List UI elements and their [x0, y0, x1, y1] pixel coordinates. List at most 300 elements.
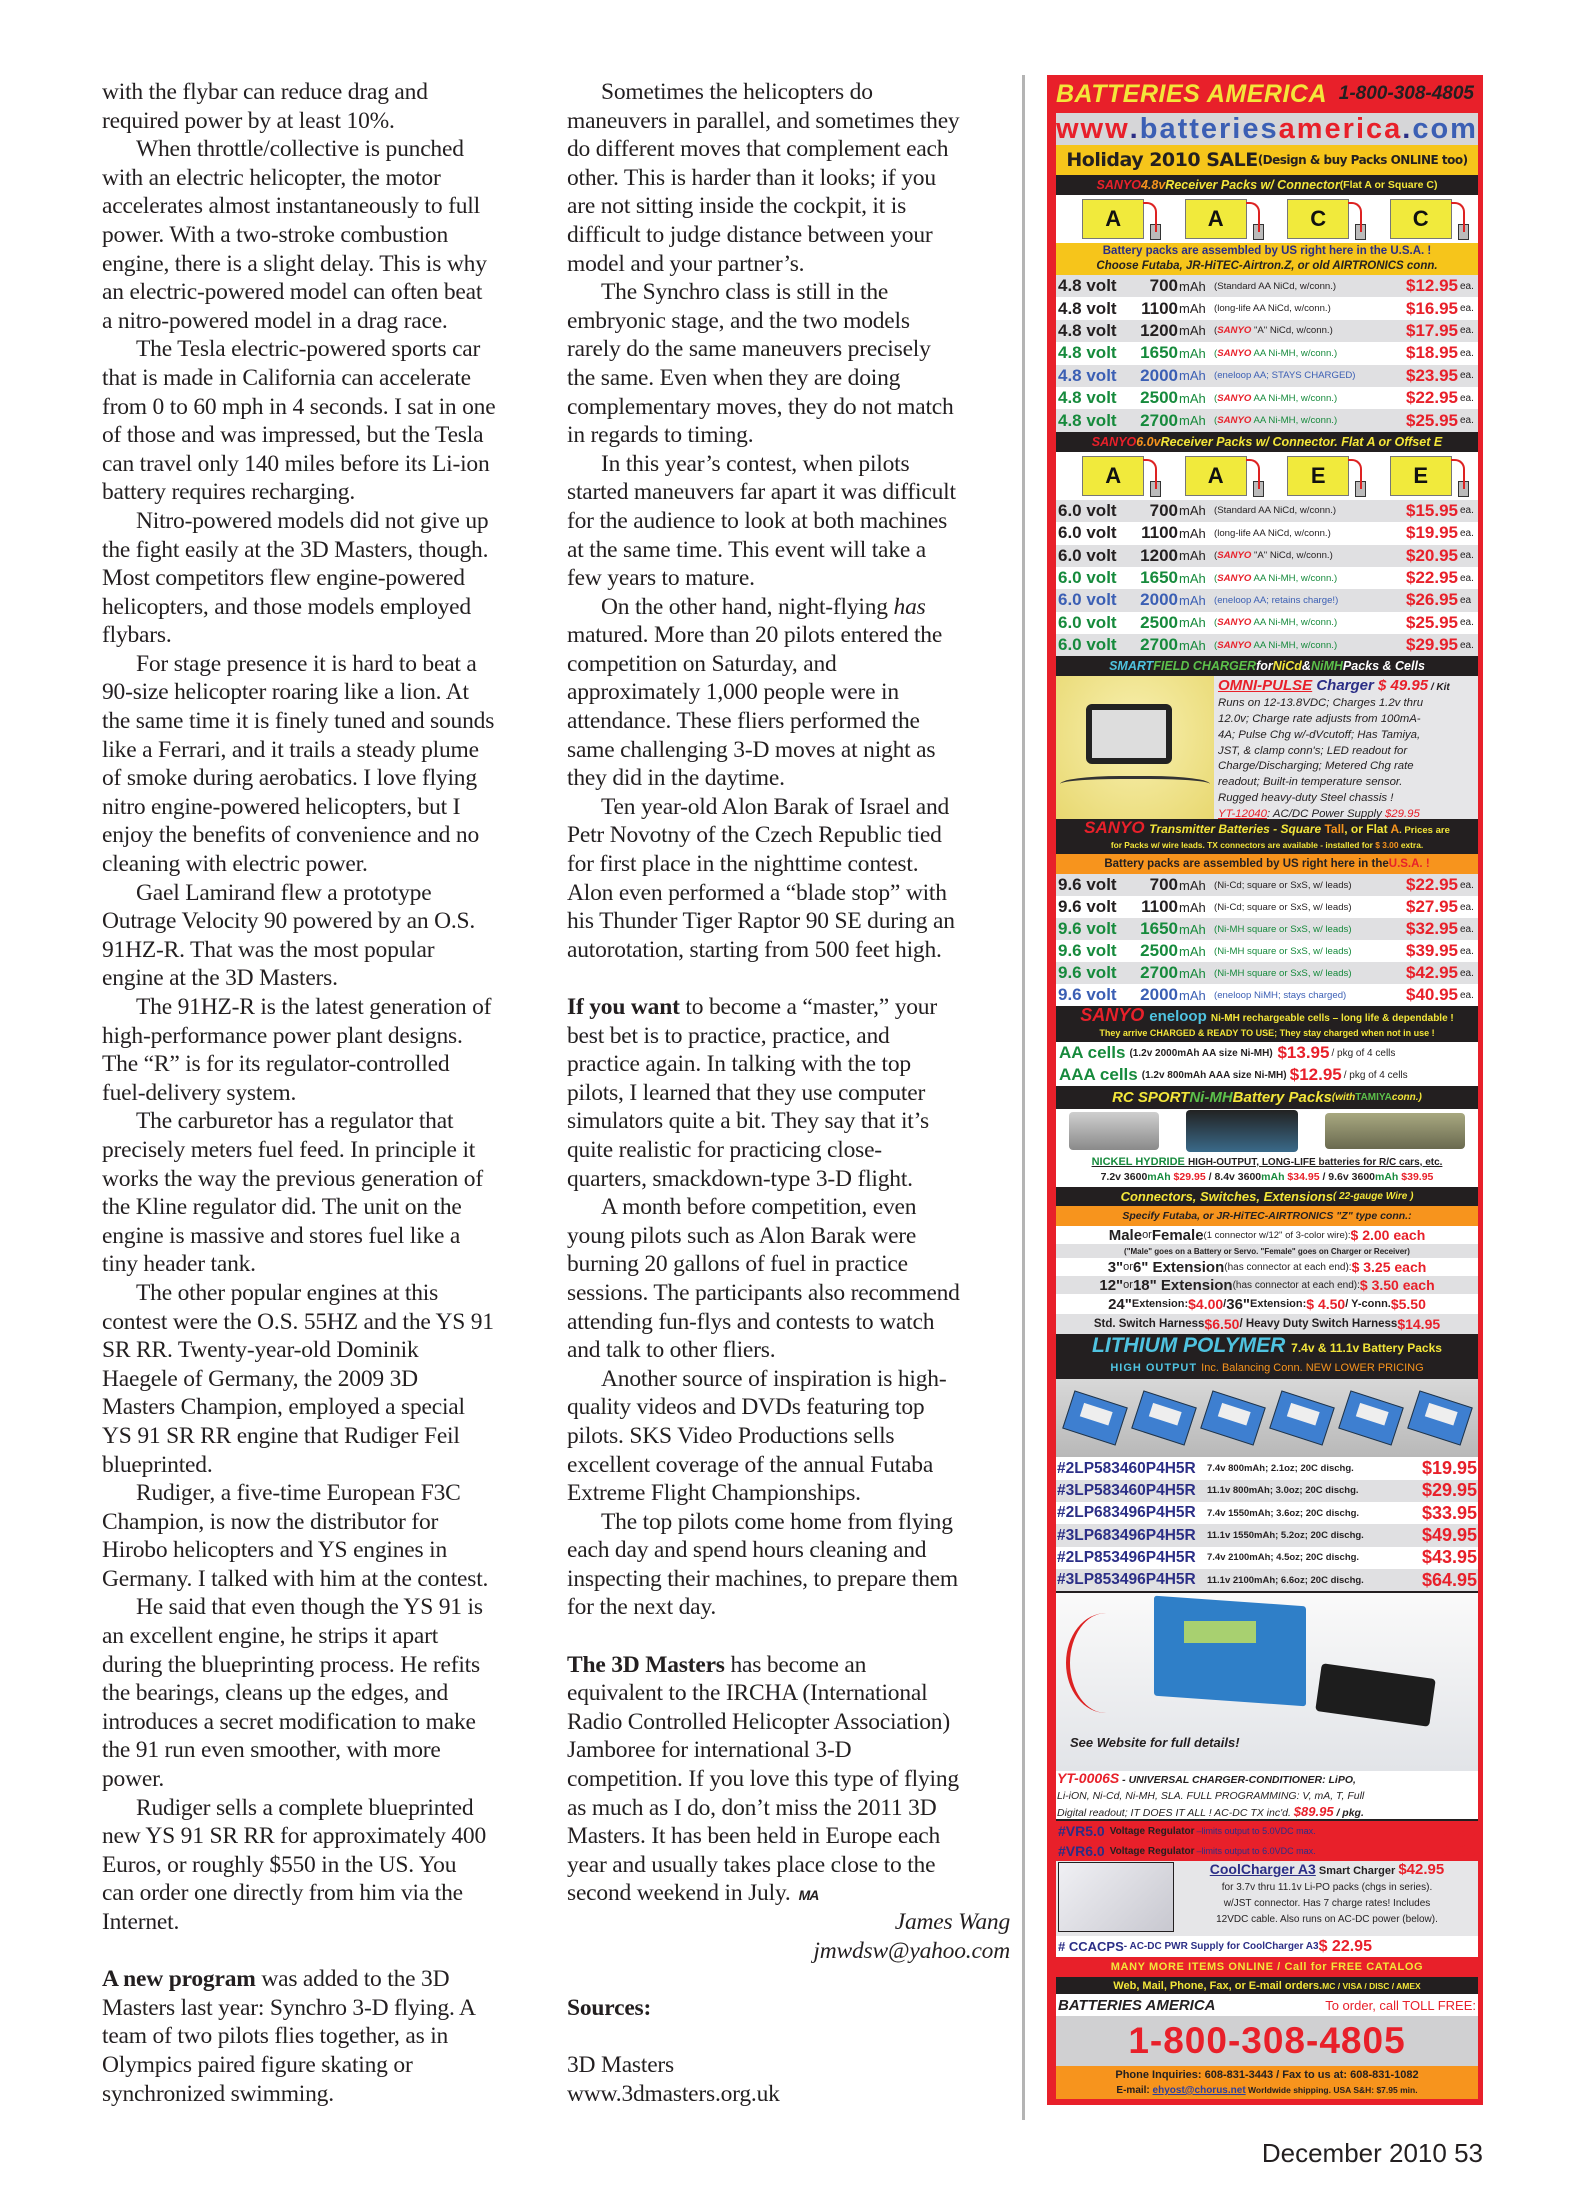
- text: high-performance power plant designs.: [102, 1022, 463, 1049]
- battery-pack-icon: A: [1185, 456, 1247, 496]
- text-line: [567, 2080, 1022, 2109]
- text-line: [102, 1651, 557, 1680]
- unit-each: ea.: [1460, 550, 1474, 562]
- text: Euros, or roughly $550 in the US. You: [102, 1851, 457, 1878]
- price-row: [1056, 387, 1478, 409]
- price: $27.95: [1406, 897, 1458, 917]
- text-line: [567, 821, 1022, 850]
- unit: mAh: [1179, 301, 1206, 317]
- text: for the audience to look at both machines: [567, 507, 948, 534]
- cell-name: AAA cells: [1059, 1065, 1138, 1085]
- price: $40.95: [1406, 985, 1458, 1005]
- price-list-48v: [1056, 275, 1478, 432]
- text-line: [102, 1451, 557, 1480]
- description: [1214, 393, 1401, 404]
- brand: SANYO: [1217, 347, 1252, 359]
- price: $26.95: [1406, 590, 1458, 610]
- description: [1214, 415, 1401, 426]
- text: can order one directly from him via the: [102, 1880, 463, 1907]
- text-line: [102, 1508, 557, 1537]
- limit: –limits output to 6.0VDC max.: [1196, 1846, 1316, 1857]
- text: Masters Champion, employed a special: [102, 1394, 465, 1421]
- price-row: [1056, 342, 1478, 364]
- text: enjoy the benefits of convenience and no: [102, 822, 479, 849]
- text-line: [102, 1565, 557, 1594]
- ad-brand: BATTERIES AMERICA: [1056, 79, 1327, 108]
- text: The carburetor has a regulator that: [136, 1108, 454, 1135]
- desc: AA Ni-MH, w/conn.): [1251, 572, 1338, 584]
- unit-each: ea.: [1460, 527, 1474, 539]
- text-line: [102, 1193, 557, 1222]
- price: $19.95: [1406, 523, 1458, 543]
- brand: SANYO: [1217, 392, 1252, 404]
- text: of smoke during aerobatics. I love flying: [102, 765, 477, 792]
- paren: (: [1214, 347, 1218, 359]
- text-line: [567, 1451, 1022, 1480]
- price-row: [1056, 567, 1478, 589]
- voltage: 4.8 volt: [1058, 365, 1117, 385]
- text-line: [102, 707, 557, 736]
- part-number: #2LP683496P4H5R: [1057, 1504, 1196, 1522]
- text-line: [567, 707, 1022, 736]
- price-row: [1056, 589, 1478, 611]
- unit-each: ea.: [1460, 989, 1474, 1001]
- text: second weekend in July.: [567, 1880, 791, 1907]
- unit-each: ea.: [1460, 280, 1474, 292]
- text-line: [567, 907, 1022, 936]
- italic-word: has: [893, 593, 926, 620]
- text-line: [102, 793, 557, 822]
- text-line: [102, 1250, 557, 1279]
- price: $22.95: [1406, 568, 1458, 588]
- unit-each: ea.: [1460, 901, 1474, 913]
- text-line: [567, 1222, 1022, 1251]
- unit: mAh: [1179, 548, 1206, 564]
- text-line: [102, 107, 557, 136]
- connector-row: 12" or 18" Extension (has connector at each end): $ 3.50 each: [1056, 1276, 1478, 1294]
- text-line: [567, 1908, 1022, 1937]
- article-column-2: [567, 78, 1022, 2108]
- unit: mAh: [1375, 1170, 1399, 1183]
- spec: 11.1v 2100mAh; 6.6oz; 20C dischg.: [1207, 1574, 1364, 1586]
- text: pilots. SKS Video Productions sells: [567, 1422, 895, 1449]
- brand: SANYO: [1217, 639, 1252, 651]
- price: $17.95: [1406, 320, 1458, 340]
- text: SR RR. Twenty-year-old Dominik: [102, 1337, 419, 1364]
- charger-photo: [1056, 676, 1214, 819]
- capacity: 2000: [1140, 590, 1178, 610]
- text: at the same time. This event will take a: [567, 536, 926, 563]
- description: [1214, 505, 1401, 516]
- capacity: 2700: [1140, 410, 1178, 430]
- yt-0006s-description: YT-0006S - UNIVERSAL CHARGER-CONDITIONER: LiPO, Li-iON, Ni-Cd, Ni-MH, SLA. FULL PROGRAMMING: V, mA, T, Full Digital readout; IT DOES IT ALL ! AC-DC TX inc'd. $89.95 / pkg.: [1056, 1771, 1478, 1821]
- text-line: [102, 821, 557, 850]
- part-number: #3LP853496P4H5R: [1057, 1571, 1196, 1589]
- text: The “R” is for its regulator-controlled: [102, 1051, 450, 1078]
- text: with the flybar can reduce drag and: [102, 79, 428, 105]
- pack-images-60v: [1056, 452, 1478, 500]
- toll-free-phone[interactable]: 1-800-308-4805: [1056, 2016, 1478, 2066]
- price-row: [1056, 275, 1478, 297]
- unit: mAh: [1261, 1170, 1285, 1183]
- spec-line: 12.0v; Charge rate adjusts from 100mA-: [1218, 713, 1421, 726]
- coolcharger-photo: [1058, 1862, 1174, 1932]
- text-line: [567, 1107, 1022, 1136]
- battery-pack-icon: C: [1287, 199, 1349, 239]
- price: $22.95: [1406, 388, 1458, 408]
- text-line: [567, 879, 1022, 908]
- text: autorotation, starting from 500 feet high.: [567, 936, 942, 963]
- contact-info: Phone Inquiries: 608-831-3443 / Fax to us at: 608-831-1082 E-mail: ehyost@chorus.net Worldwide shipping. USA S&H: $7.95 min.: [1056, 2066, 1478, 2099]
- text: burning 20 gallons of fuel in practice: [567, 1251, 908, 1278]
- text-line: [102, 1050, 557, 1079]
- voltage: 9.6 volt: [1058, 941, 1117, 961]
- description: [1214, 617, 1401, 628]
- price-row: [1056, 962, 1478, 984]
- text-line: [102, 564, 557, 593]
- text: competition. If you love this type of flying: [567, 1766, 959, 1793]
- description: [1214, 281, 1401, 292]
- page-footer: December 2010 53: [1261, 2138, 1483, 2168]
- description: [1214, 303, 1401, 314]
- capacity: 700: [1149, 276, 1178, 296]
- text-line: [567, 1508, 1022, 1537]
- paren: (: [1214, 415, 1218, 427]
- voltage-regulator-list: [1056, 1821, 1478, 1861]
- voltage: 6.0 volt: [1058, 635, 1117, 655]
- text-line: [102, 1879, 557, 1908]
- text-line: [102, 1279, 557, 1308]
- text: an excellent engine, he strips it apart: [102, 1623, 439, 1650]
- desc: (Standard AA NiCd, w/conn.): [1214, 280, 1337, 292]
- text-line: [567, 1050, 1022, 1079]
- part-number: #3LP583460P4H5R: [1057, 1481, 1196, 1499]
- text: pilots, I learned that they use computer: [567, 1079, 926, 1106]
- capacity: 1650: [1140, 343, 1178, 363]
- unit-each: ea.: [1460, 572, 1474, 584]
- capacity: 700: [1149, 875, 1178, 895]
- price-row: [1056, 634, 1478, 656]
- price: $12.95: [1289, 1065, 1342, 1085]
- capacity: 2500: [1140, 388, 1178, 408]
- price-row: [1056, 940, 1478, 962]
- text-line: [102, 507, 557, 536]
- text-line: [102, 1937, 557, 1966]
- part-number: #2LP583460P4H5R: [1057, 1459, 1196, 1477]
- text: can travel only 140 miles before its Li-ion: [102, 450, 490, 477]
- brand: SANYO: [1217, 617, 1252, 629]
- text-line: [102, 736, 557, 765]
- text-line: [567, 936, 1022, 965]
- text: Most competitors flew engine-powered: [102, 565, 465, 592]
- text-line: [567, 1679, 1022, 1708]
- text-line: [567, 393, 1022, 422]
- text-line: [567, 1336, 1022, 1365]
- text-line: [567, 1593, 1022, 1622]
- spec: 7.4v 800mAh; 2.1oz; 20C dischg.: [1207, 1463, 1354, 1475]
- unit: mAh: [1179, 899, 1206, 915]
- text: 91HZ-R. That was the most popular: [102, 936, 435, 963]
- spec: 7.2v 3600: [1100, 1170, 1148, 1183]
- description: [1214, 924, 1401, 935]
- voltage: 6.0 volt: [1058, 500, 1117, 520]
- text-line: [567, 1279, 1022, 1308]
- text: the bearings, cleans up the edges, and: [102, 1680, 449, 1707]
- text: year and usually takes place close to the: [567, 1851, 936, 1878]
- bold-lead: A new program: [102, 1966, 256, 1993]
- unit-each: ea: [1460, 594, 1472, 606]
- text: Ten year-old Alon Barak of Israel and: [601, 793, 950, 820]
- text: contest were the O.S. 55HZ and the YS 91: [102, 1308, 494, 1335]
- text: fuel-delivery system.: [102, 1079, 297, 1106]
- capacity: 2000: [1140, 365, 1178, 385]
- text-line: [102, 1079, 557, 1108]
- text-line: [567, 793, 1022, 822]
- text: The Tesla electric-powered sports car: [136, 336, 481, 363]
- see-website-note: See Website for full details!: [1070, 1735, 1240, 1751]
- voltage: 9.6 volt: [1058, 985, 1117, 1005]
- rc-pack-photo: [1069, 1112, 1159, 1150]
- text: tiny header tank.: [102, 1251, 256, 1278]
- unit: mAh: [1179, 987, 1206, 1003]
- assembled-banner: Battery packs are assembled by US right here in the U.S.A. ! Choose Futaba, JR-HiTEC-Airtron.Z, or old AIRTRONICS conn.: [1056, 243, 1478, 275]
- description: [1214, 528, 1401, 539]
- text: works the way the previous generation of: [102, 1165, 483, 1192]
- lipo-row: [1056, 1502, 1478, 1524]
- capacity: 1200: [1140, 320, 1178, 340]
- text: his Thunder Tiger Raptor 90 SE during an: [567, 908, 955, 935]
- text-line: [102, 1679, 557, 1708]
- text-line: [102, 2080, 557, 2109]
- text-line: [102, 678, 557, 707]
- text: Rudiger sells a complete blueprinted: [136, 1794, 474, 1821]
- omni-pulse-charger: OMNI-PULSE Charger $ 49.95 / Kit Runs on 12-13.8VDC; Charges 1.2v thru 12.0v; Charge rate adjusts from 100mA- 4A; Pulse Chg w/-dVcutoff; Has Tamiya, JST, & clamp conn's; LED readout for Charge/Discharging; Metered Chg rate readout; Built-in temperature sensor. Rugged heavy-duty Steel chassis ! YT-12040: AC/DC Power Supply $29.95: [1056, 676, 1478, 819]
- text-line: [567, 1965, 1022, 1994]
- desc: (long-life AA NiCd, w/conn.): [1214, 303, 1331, 315]
- text: quite realistic for practicing close-: [567, 1136, 882, 1163]
- text-line: [102, 1708, 557, 1737]
- text: Petr Novotny of the Czech Republic tied: [567, 822, 942, 849]
- text: engine, there is a slight delay. This is why: [102, 250, 487, 277]
- text: the fight easily at the 3D Masters, though.: [102, 536, 489, 563]
- price-row: [1056, 320, 1478, 342]
- description: [1214, 550, 1401, 561]
- text: in regards to timing.: [567, 422, 754, 449]
- section-header-rc-sport: RC SPORT Ni-MH Battery Packs (with TAMIYA conn.): [1056, 1086, 1478, 1109]
- price: $33.95: [1421, 1502, 1477, 1523]
- capacity: 700: [1149, 500, 1178, 520]
- unit-each: ea.: [1460, 923, 1474, 935]
- bold-lead: The 3D Masters: [567, 1651, 725, 1678]
- unit: mAh: [1179, 943, 1206, 959]
- text: Champion, is now the distributor for: [102, 1508, 439, 1535]
- price: $29.95: [1421, 1480, 1477, 1501]
- text: embryonic stage, and the two models: [567, 307, 910, 334]
- price: $49.95: [1421, 1525, 1477, 1545]
- text-line: [567, 2022, 1022, 2051]
- text: power. With a two-stroke combustion: [102, 221, 449, 248]
- text: accelerates almost instantaneously to full: [102, 193, 480, 220]
- text: during the blueprinting process. He refits: [102, 1651, 480, 1678]
- text-line: [102, 2022, 557, 2051]
- text: simulators quite a bit. They say that it’s: [567, 1108, 929, 1135]
- spec: / 8.4v 3600: [1205, 1170, 1262, 1183]
- price-row: [1056, 984, 1478, 1006]
- unit: mAh: [1179, 323, 1206, 339]
- spec: / 9.6v 3600: [1319, 1170, 1376, 1183]
- price-row: [1056, 500, 1478, 522]
- text-line: [567, 564, 1022, 593]
- text-line: [102, 1765, 557, 1794]
- price: $16.95: [1406, 298, 1458, 318]
- price-row: [1056, 522, 1478, 544]
- text: Gael Lamirand flew a prototype: [136, 879, 432, 906]
- email-link[interactable]: ehyost@chorus.net: [1152, 2084, 1246, 2096]
- price: $64.95: [1421, 1569, 1477, 1590]
- text-line: [567, 1651, 1022, 1680]
- text-line: [567, 164, 1022, 193]
- unit-each: ea.: [1460, 370, 1474, 382]
- text: approximately 1,000 people were in: [567, 679, 899, 706]
- text: like a Ferrari, and it trails a steady plume: [102, 736, 479, 763]
- desc: AA Ni-MH, w/conn.): [1251, 415, 1338, 427]
- text: power.: [102, 1766, 165, 1793]
- text-line: [102, 1908, 557, 1937]
- battery-pack-icon: A: [1082, 456, 1144, 496]
- coolcharger-a3: CoolCharger A3 Smart Charger $42.95 for 3.7v thru 11.1v Li-PO packs (chgs in series). w/JST connector. Has 7 charge rates! Includes 12VDC cable. Also runs on AC-DC power (below).: [1056, 1861, 1478, 1936]
- price-row: [1056, 365, 1478, 387]
- unit-each: ea.: [1460, 639, 1474, 651]
- spec: 7.4v 1550mAh; 3.6oz; 20C dischg.: [1207, 1507, 1360, 1519]
- capacity: 1100: [1141, 897, 1178, 917]
- description: [1214, 968, 1401, 979]
- text-line: [102, 850, 557, 879]
- text: 3D Masters: [567, 2051, 674, 2078]
- text-line: [102, 2051, 557, 2080]
- text: quarters, smackdown-type 3-D flight.: [567, 1165, 913, 1192]
- unit: mAh: [1179, 615, 1206, 631]
- text: battery requires recharging.: [102, 479, 356, 506]
- spec: 11.1v 1550mAh; 5.2oz; 20C dischg.: [1207, 1530, 1364, 1541]
- text: they did in the daytime.: [567, 765, 785, 792]
- unit: mAh: [1179, 278, 1206, 294]
- text-line: [567, 250, 1022, 279]
- text-line: [102, 621, 557, 650]
- text-line: [567, 450, 1022, 479]
- brand: SANYO: [1217, 325, 1252, 337]
- ad-website[interactable]: www . batteries america . com: [1056, 113, 1478, 145]
- text-line: [567, 1250, 1022, 1279]
- brand: SANYO: [1217, 550, 1252, 562]
- ad-phone[interactable]: 1-800-308-4805: [1338, 83, 1474, 104]
- text-line: [567, 335, 1022, 364]
- lipo-packs-photo: [1056, 1379, 1478, 1457]
- eneloop-cells-list: [1056, 1042, 1478, 1086]
- text: that is made in California can accelerate: [102, 364, 471, 391]
- desc: AA Ni-MH, w/conn.): [1251, 392, 1338, 404]
- price-list-60v: [1056, 500, 1478, 657]
- desc: (long-life AA NiCd, w/conn.): [1214, 527, 1331, 539]
- unit-each: ea.: [1460, 967, 1474, 979]
- text-line: [102, 650, 557, 679]
- unit: mAh: [1179, 345, 1206, 361]
- battery-pack-icon: C: [1390, 199, 1452, 239]
- connector-note: ("Male" goes on a Battery or Servo. "Female" goes on Charger or Receiver): [1056, 1244, 1478, 1258]
- desc: "A" NiCd, w/conn.): [1251, 550, 1333, 562]
- text: Rudiger, a five-time European F3C: [136, 1480, 461, 1507]
- section-header-eneloop: SANYO eneloop Ni-MH rechargeable cells – long life & dependable ! They arrive CHARGED & READY TO USE; They stay charged when not in use !: [1056, 1006, 1478, 1042]
- description: [1214, 595, 1401, 606]
- text-line: [102, 192, 557, 221]
- regulator-row: [1056, 1841, 1478, 1861]
- text-line: [102, 307, 557, 336]
- voltage: 6.0 volt: [1058, 545, 1117, 565]
- text: Extreme Flight Championships.: [567, 1480, 861, 1507]
- text-line: [102, 1336, 557, 1365]
- text-line: [102, 78, 557, 107]
- spec-line: Runs on 12-13.8VDC; Charges 1.2v thru: [1218, 697, 1424, 710]
- connector-row: 24" Extension: $4.00 / 36" Extension: $ 4.50 / Y-conn. $5.50: [1056, 1294, 1478, 1314]
- capacity: 1100: [1141, 298, 1178, 318]
- price: $18.95: [1406, 343, 1458, 363]
- capacity: 2000: [1140, 985, 1178, 1005]
- text: was added to the 3D: [255, 1966, 450, 1993]
- text: jmwdsw@yahoo.com: [813, 1937, 1010, 1964]
- text-line: [567, 1165, 1022, 1194]
- text-line: [567, 135, 1022, 164]
- lipo-price-list: [1056, 1457, 1478, 1591]
- text-line: [102, 1822, 557, 1851]
- voltage: 4.8 volt: [1058, 343, 1117, 363]
- holiday-sale-banner: Holiday 2010 SALE (Design & buy Packs ONLINE too): [1056, 145, 1478, 175]
- section-header-transmitter: SANYO Transmitter Batteries - Square Tall, or Flat A. Prices are for Packs w/ wire leads. TX connectors are available - installed for $ 3.00 extra.: [1056, 819, 1478, 854]
- text-line: [567, 1879, 1022, 1908]
- spec-line: readout; Built-in temperature sensor.: [1218, 776, 1403, 789]
- unit: mAh: [1147, 1170, 1171, 1183]
- text-line: [102, 1622, 557, 1651]
- unit: mAh: [1179, 413, 1206, 429]
- text-line: [102, 879, 557, 908]
- text-line: [567, 1937, 1022, 1966]
- article-column-1: [102, 78, 557, 2108]
- voltage: 4.8 volt: [1058, 388, 1117, 408]
- text: the Kline regulator did. The unit on the: [102, 1194, 462, 1221]
- column-divider: [1022, 75, 1025, 2120]
- text: of those and was impressed, but the Tesla: [102, 422, 484, 449]
- text: from 0 to 60 mph in 4 seconds. I sat in one: [102, 393, 496, 420]
- text: the 91 run even smoother, with more: [102, 1737, 441, 1764]
- price: $19.95: [1424, 1841, 1476, 1861]
- text: Olympics paired figure skating or: [102, 2051, 413, 2078]
- text-line: [102, 393, 557, 422]
- text-line: [102, 1965, 557, 1994]
- unit-each: ea.: [1460, 415, 1474, 427]
- part-number: #2LP853496P4H5R: [1057, 1548, 1196, 1566]
- voltage: 6.0 volt: [1058, 590, 1117, 610]
- text: 90-size helicopter roaring like a lion. At: [102, 679, 469, 706]
- text-line: [102, 536, 557, 565]
- text-line: [567, 107, 1022, 136]
- text-line: [567, 307, 1022, 336]
- text: other. This is harder than it looks; if you: [567, 164, 936, 191]
- description: [1214, 946, 1401, 957]
- battery-pack-icon: A: [1082, 199, 1144, 239]
- spec-line: JST, & clamp conn's; LED readout for: [1218, 744, 1408, 757]
- unit: mAh: [1179, 368, 1206, 384]
- desc: (Standard AA NiCd, w/conn.): [1214, 505, 1337, 517]
- text-line: [102, 1851, 557, 1880]
- text-line: [567, 278, 1022, 307]
